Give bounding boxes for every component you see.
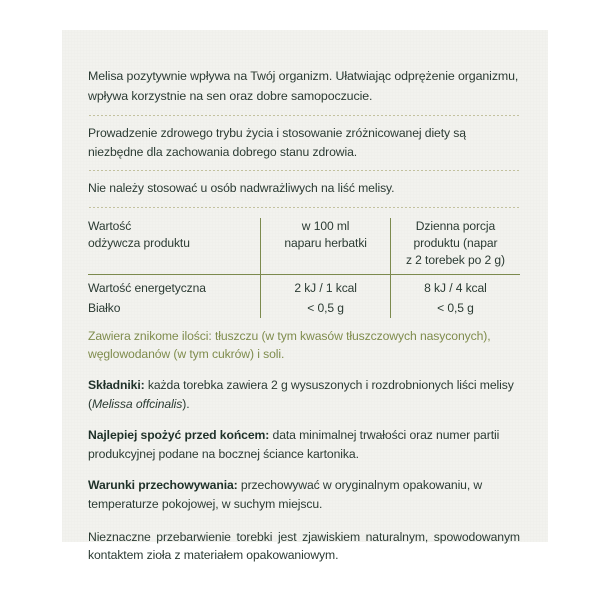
hypersensitivity-warning: Nie należy stosować u osób nadwrażliwych na liść melisy. — [88, 181, 395, 196]
ingredients-text-before: każda torebka zawiera 2 g wysuszonych i rozdrobnionych liści melisy ( — [88, 378, 514, 411]
dotted-separator-1 — [88, 115, 520, 116]
nutrition-table-wrapper — [88, 218, 520, 318]
header-daily-portion-line2: produktu (napar — [413, 236, 498, 250]
ingredients-label: Składniki: — [88, 378, 145, 393]
nutrition-table — [88, 218, 520, 318]
row-protein-per-portion: < 0,5 g — [390, 297, 520, 317]
best-before-text: data minimalnej trwałości oraz numer partii produkcyjnej podane na bocznej ściance kartonika. — [88, 428, 500, 461]
best-before-label: Najlepiej spożyć przed końcem: — [88, 428, 270, 443]
ingredients-botanical-name: Melissa offcinalis — [91, 396, 183, 411]
ingredients-text-after: ). — [182, 396, 190, 411]
row-energy-per-100ml: 2 kJ / 1 kcal — [261, 275, 391, 298]
header-nutrient-line2: odżywcza produktu — [88, 236, 190, 250]
row-energy-per-portion: 8 kJ / 4 kcal — [390, 275, 520, 298]
best-before-block — [88, 426, 520, 463]
storage-label: Warunki przechowywania: — [88, 478, 238, 493]
header-nutrient-line1: Wartość — [88, 218, 132, 233]
header-per-100ml-line2: naparu herbatki — [284, 236, 367, 250]
discoloration-note: Nieznaczne przebarwienie torebki jest zjawiskiem naturalnym, spowodowanym kontaktem zioła z materiałem opakowaniowym. — [88, 529, 520, 563]
storage-block — [88, 476, 520, 513]
header-daily-portion-column — [390, 218, 520, 275]
dotted-separator-2 — [88, 170, 520, 171]
healthy-diet-note: Prowadzenie zdrowego trybu życia i stosowanie zróżnicowanej diety są niezbędne dla zachowania dobrego stanu zdrowia. — [88, 126, 466, 159]
nutrition-table-body — [88, 275, 520, 318]
ingredients-block — [88, 376, 520, 413]
intro-paragraph: Melisa pozytywnie wpływa na Twój organizm. Ułatwiając odprężenie organizmu, wpływa korzystnie na sen oraz dobre samopoczucie. — [88, 69, 519, 104]
header-per-100ml-column — [261, 218, 391, 275]
header-nutrient-column — [88, 218, 261, 275]
storage-text: przechowywać w oryginalnym opakowaniu, w temperaturze pokojowej, w suchym miejscu. — [88, 478, 483, 511]
header-per-100ml-line1: w 100 ml — [301, 218, 350, 233]
header-daily-portion-line3: z 2 torebek po 2 g) — [405, 253, 505, 268]
table-row — [88, 297, 520, 317]
label-content — [88, 30, 520, 563]
row-protein-name: Białko — [88, 301, 121, 316]
header-daily-portion-line1: Dzienna porcja — [415, 218, 496, 233]
trace-amounts-note: Zawiera znikome ilości: tłuszczu (w tym kwasów tłuszczowych nasyconych), węglowodanów (w tym cukrów) i soli. — [88, 328, 491, 361]
row-protein-per-100ml: < 0,5 g — [261, 297, 391, 317]
table-header-row — [88, 218, 520, 275]
nutrition-table-head — [88, 218, 520, 275]
dotted-separator-3 — [88, 207, 520, 208]
row-energy-name: Wartość energetyczna — [88, 281, 206, 296]
table-row — [88, 275, 520, 298]
